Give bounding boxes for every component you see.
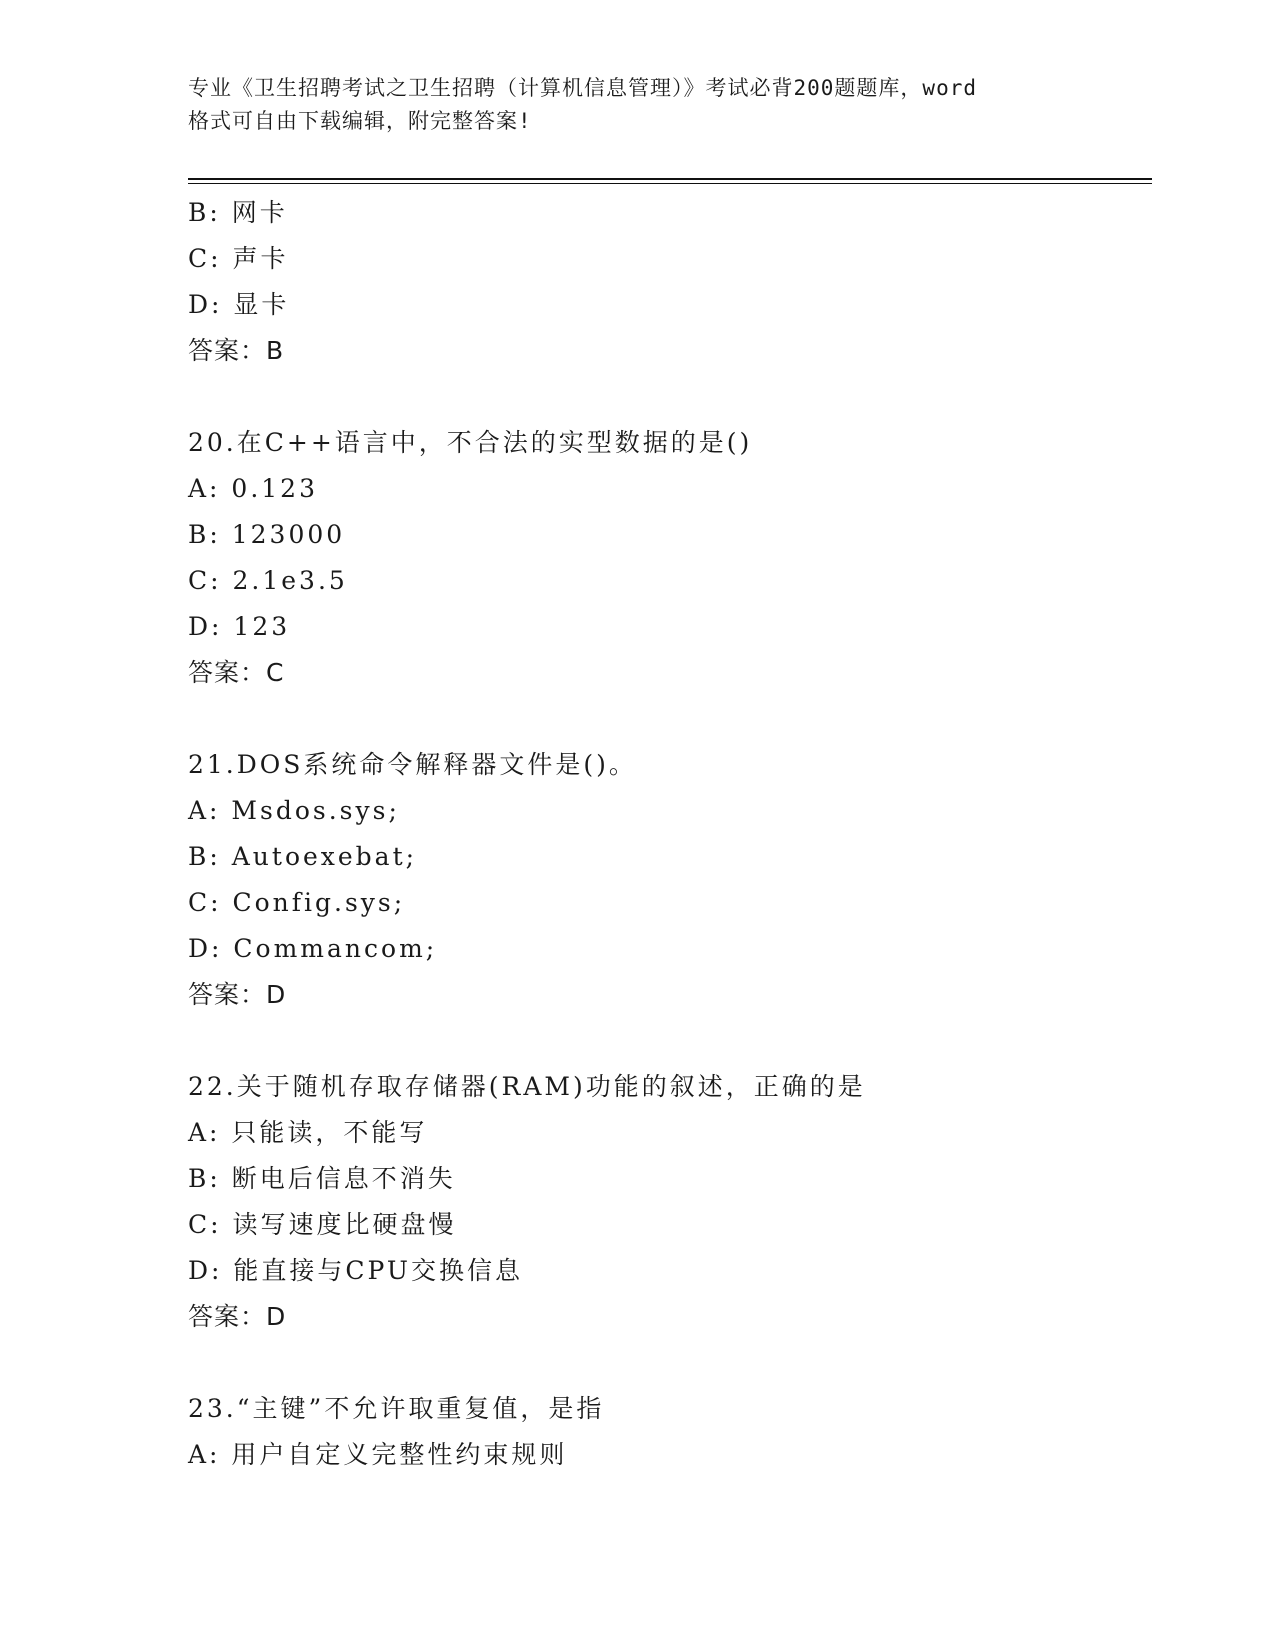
header-line-2: 格式可自由下载编辑，附完整答案! — [188, 109, 532, 133]
option-a: A: 用户自定义完整性约束规则 — [188, 1440, 568, 1469]
answer-line: 答案：D — [188, 980, 287, 1009]
option-b: B: 断电后信息不消失 — [188, 1164, 456, 1193]
option-c: C: Config.sys; — [188, 888, 406, 917]
block-spacer — [188, 1340, 1152, 1386]
document-header — [188, 72, 1088, 138]
option-a: A: Msdos.sys; — [188, 796, 400, 825]
question-block-19 — [188, 190, 1152, 374]
block-spacer — [188, 696, 1152, 742]
question-block-21 — [188, 742, 1152, 1018]
question-content — [188, 190, 1152, 1478]
option-b: B: Autoexebat; — [188, 842, 418, 871]
question-stem: 22.关于随机存取存储器(RAM)功能的叙述，正确的是 — [188, 1072, 866, 1101]
option-a: A: 只能读，不能写 — [188, 1118, 428, 1147]
option-d: D: 123 — [188, 612, 291, 641]
question-block-22 — [188, 1064, 1152, 1340]
option-c: C: 声卡 — [188, 244, 289, 273]
header-line-1: 专业《卫生招聘考试之卫生招聘（计算机信息管理）》考试必背200题题库，word — [188, 76, 977, 100]
option-d: D: 显卡 — [188, 290, 290, 319]
question-block-20 — [188, 420, 1152, 696]
option-c: C: 2.1e3.5 — [188, 566, 348, 595]
answer-line: 答案：C — [188, 658, 285, 687]
question-stem: 23.“主键”不允许取重复值，是指 — [188, 1394, 605, 1423]
option-a: A: 0.123 — [188, 474, 318, 503]
question-stem: 21.DOS系统命令解释器文件是()。 — [188, 750, 637, 779]
option-b: B: 123000 — [188, 520, 346, 549]
question-block-23 — [188, 1386, 1152, 1478]
block-spacer — [188, 374, 1152, 420]
option-d: D: 能直接与CPU交换信息 — [188, 1256, 523, 1285]
answer-line: 答案：D — [188, 1302, 287, 1331]
question-stem: 20.在C++语言中，不合法的实型数据的是() — [188, 428, 753, 457]
option-d: D: Commancom; — [188, 934, 438, 963]
header-divider-thin — [188, 183, 1152, 184]
block-spacer — [188, 1018, 1152, 1064]
header-divider-thick — [188, 178, 1152, 180]
answer-line: 答案：B — [188, 336, 285, 365]
option-b: B: 网卡 — [188, 198, 288, 227]
option-c: C: 读写速度比硬盘慢 — [188, 1210, 457, 1239]
